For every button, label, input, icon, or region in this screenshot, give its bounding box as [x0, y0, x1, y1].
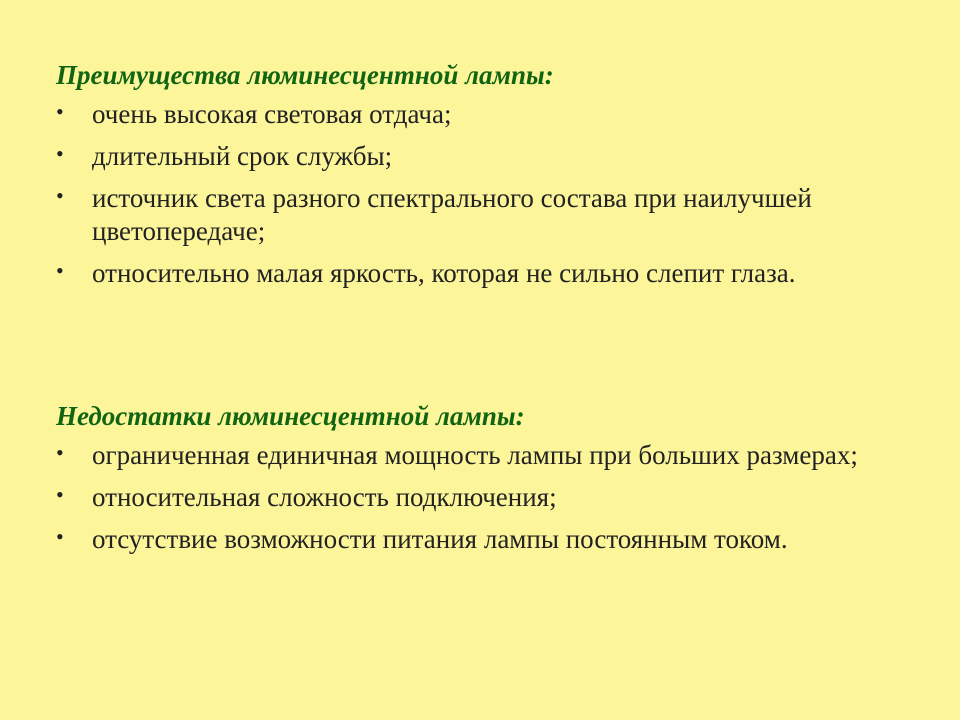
advantages-heading: Преимущества люминесцентной лампы:: [56, 60, 554, 90]
disadvantage-item: [56, 439, 916, 472]
advantage-item-text: очень высокая световая отдача;: [92, 99, 452, 129]
advantage-item: [56, 257, 916, 290]
advantage-item-text: относительно малая яркость, которая не сильно слепит глаза.: [92, 258, 796, 288]
advantage-item-text: длительный срок службы;: [92, 141, 393, 171]
advantage-item-text: источник света разного спектрального состава при наилучшей цветопередаче;: [92, 183, 812, 246]
disadvantages-section: [56, 399, 916, 565]
bullet-icon: •: [56, 258, 64, 283]
disadvantage-item: [56, 481, 916, 514]
advantages-list: [56, 98, 916, 290]
bullet-icon: •: [56, 482, 64, 507]
disadvantages-heading: Недостатки люминесцентной лампы:: [56, 401, 525, 431]
advantage-item: [56, 98, 916, 131]
disadvantage-item: [56, 523, 916, 556]
bullet-icon: •: [56, 141, 64, 166]
disadvantage-item-text: ограниченная единичная мощность лампы при больших размерах;: [92, 440, 858, 470]
advantage-item: [56, 140, 916, 173]
bullet-icon: •: [56, 440, 64, 465]
bullet-icon: •: [56, 183, 64, 208]
disadvantages-list: [56, 439, 916, 556]
bullet-icon: •: [56, 99, 64, 124]
disadvantage-item-text: относительная сложность подключения;: [92, 482, 557, 512]
disadvantage-item-text: отсутствие возможности питания лампы постоянным током.: [92, 524, 788, 554]
advantages-section: [56, 58, 916, 299]
bullet-icon: •: [56, 524, 64, 549]
advantage-item: [56, 182, 916, 248]
